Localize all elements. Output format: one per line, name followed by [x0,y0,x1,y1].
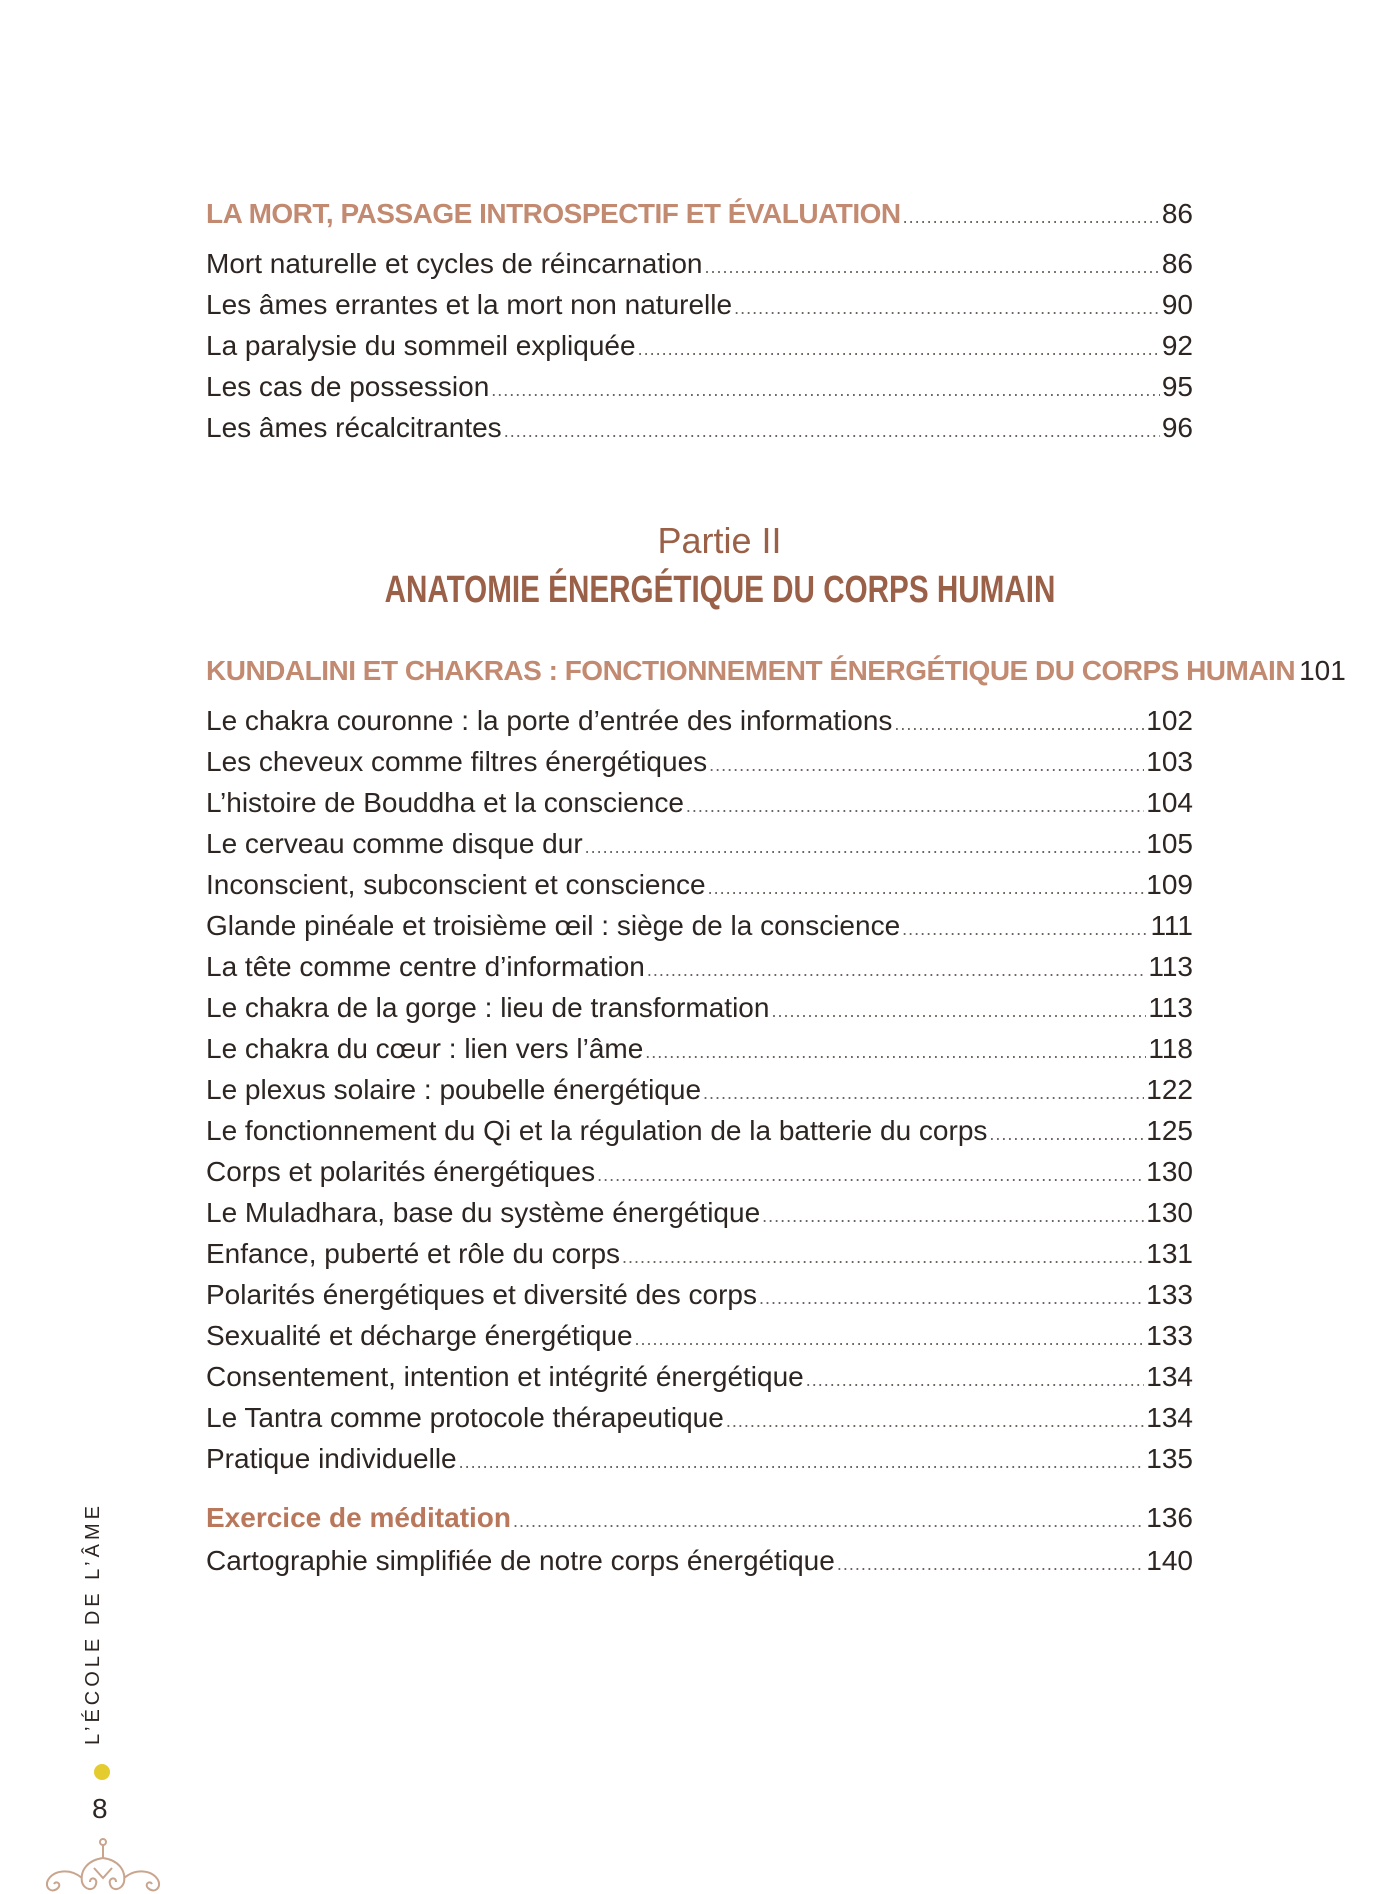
entry-title: Les cheveux comme filtres énergétiques [206,746,708,777]
dot-leader [903,207,1160,228]
toc-entry[interactable] [206,910,1193,951]
page-ref: 92 [1161,330,1193,361]
page-ref: 111 [1150,910,1193,941]
entry-title: Le chakra du cœur : lien vers l’âme [206,1033,644,1064]
toc-entry[interactable] [206,787,1193,828]
dot-leader [504,421,1160,442]
entry-title: Le chakra de la gorge : lieu de transformation [206,992,770,1023]
toc-entry[interactable] [206,746,1193,787]
entry-title: Les âmes récalcitrantes [206,412,502,443]
entry-title: La tête comme centre d’information [206,951,645,982]
entry-title: Les cas de possession [206,371,490,402]
table-of-contents [206,198,1346,1586]
page-ref: 104 [1146,787,1193,818]
dot-leader [686,796,1144,817]
dot-leader [635,1329,1145,1350]
dot-leader [459,1452,1145,1473]
entry-title: Le cerveau comme disque dur [206,828,583,859]
toc-entry[interactable] [206,869,1193,910]
dot-leader [703,1083,1144,1104]
toc-entry[interactable] [206,1197,1193,1238]
page-ref: 135 [1146,1443,1193,1474]
toc-entry[interactable] [206,705,1193,746]
entry-title: Le fonctionnement du Qi et la régulation de la batterie du corps [206,1115,988,1146]
toc-entry[interactable] [206,1279,1193,1320]
entry-title: La paralysie du sommeil expliquée [206,330,636,361]
part-title: ANATOMIE ÉNERGÉTIQUE DU CORPS HUMAIN [384,569,1055,611]
dot-leader [894,714,1144,735]
entry-title: Le chakra couronne : la porte d’entrée des informations [206,705,893,736]
toc-entry[interactable] [206,1238,1193,1279]
dot-leader [989,1124,1144,1145]
page-ref: 122 [1146,1074,1193,1105]
page-ref: 102 [1146,705,1193,736]
entry-title: Les âmes errantes et la mort non naturelle [206,289,733,320]
page-ref: 113 [1148,951,1193,982]
dot-leader [771,1001,1146,1022]
page-ref: 109 [1146,869,1193,900]
page-ref: 134 [1146,1361,1193,1392]
entry-title: Inconscient, subconscient et conscience [206,869,706,900]
toc-entry[interactable] [206,828,1193,869]
dot-leader [645,1042,1146,1063]
part-label: Partie II [657,520,782,561]
toc-entry[interactable] [206,951,1193,992]
dot-leader [597,1165,1144,1186]
toc-entry[interactable] [206,1156,1193,1197]
page-ref: 105 [1146,828,1193,859]
dot-leader [837,1554,1144,1575]
entry-title: Le Tantra comme protocole thérapeutique [206,1402,724,1433]
toc-entry[interactable] [206,1402,1193,1443]
entry-title: Consentement, intention et intégrité énergétique [206,1361,804,1392]
dot-leader [759,1288,1144,1309]
page-ref: 131 [1146,1238,1193,1269]
page-number: 8 [92,1793,108,1824]
page-ref: 95 [1161,371,1193,402]
dot-leader [638,339,1160,360]
dot-leader [513,1511,1144,1532]
page-ref: 103 [1146,746,1193,777]
page-ref: 113 [1148,992,1193,1023]
page-ref: 118 [1148,1033,1193,1064]
toc-entry[interactable] [206,1320,1193,1361]
exercise-title: Exercice de méditation [206,1502,512,1533]
toc-entry[interactable] [206,992,1193,1033]
toc-entry[interactable] [206,412,1193,453]
toc-entry[interactable] [206,1033,1193,1074]
entry-title: Le Muladhara, base du système énergétique [206,1197,761,1228]
entry-title: Mort naturelle et cycles de réincarnation [206,248,703,279]
page-ref: 130 [1146,1156,1193,1187]
entry-title: Pratique individuelle [206,1443,457,1474]
toc-exercise-row[interactable] [206,1502,1193,1543]
dot-leader [704,257,1159,278]
entry-title: Corps et polarités énergétiques [206,1156,596,1187]
ornament-icon [38,1838,168,1894]
dot-leader [708,878,1145,899]
page-ref: 133 [1146,1279,1193,1310]
page-ref: 90 [1161,289,1193,320]
page-ref: 125 [1146,1115,1193,1146]
dot-leader [734,298,1160,319]
page-ref: 101 [1299,655,1346,686]
toc-entry[interactable] [206,1443,1193,1484]
toc-entry[interactable] [206,1361,1193,1402]
bullet-dot [94,1764,110,1780]
toc-entry[interactable] [206,1115,1193,1156]
entry-title: Enfance, puberté et rôle du corps [206,1238,621,1269]
entry-title: Glande pinéale et troisième œil : siège de la conscience [206,910,901,941]
chapter-title: LA MORT, PASSAGE INTROSPECTIF ET ÉVALUATION [206,198,901,229]
dot-leader [585,837,1145,858]
part-heading [206,517,1193,615]
toc-entry[interactable] [206,371,1193,412]
dot-leader [726,1411,1144,1432]
toc-entry[interactable] [206,248,1193,289]
page-ref: 86 [1161,198,1193,229]
toc-chapter-row[interactable] [206,198,1193,248]
entry-title: L’histoire de Bouddha et la conscience [206,787,684,818]
chapter-title: KUNDALINI ET CHAKRAS : FONCTIONNEMENT ÉNERGÉTIQUE DU CORPS HUMAIN [206,655,1296,686]
dot-leader [709,755,1144,776]
dot-leader [622,1247,1144,1268]
dot-leader [491,380,1160,401]
page-ref: 96 [1161,412,1193,443]
dot-leader [647,960,1146,981]
page-ref: 130 [1146,1197,1193,1228]
entry-title: Le plexus solaire : poubelle énergétique [206,1074,702,1105]
page-ref: 134 [1146,1402,1193,1433]
page-ref: 133 [1146,1320,1193,1351]
toc-entry[interactable] [206,1074,1193,1115]
toc-entry[interactable] [206,330,1193,371]
dot-leader [902,919,1148,940]
entry-title: Sexualité et décharge énergétique [206,1320,633,1351]
page-ref: 140 [1146,1545,1193,1576]
dot-leader [762,1206,1144,1227]
toc-entry[interactable] [206,289,1193,330]
toc-chapter-row[interactable] [206,655,1346,705]
dot-leader [806,1370,1145,1391]
toc-entry[interactable] [206,1545,1193,1586]
entry-title: Cartographie simplifiée de notre corps énergétique [206,1545,835,1576]
page-ref: 86 [1161,248,1193,279]
page-ref: 136 [1146,1502,1193,1533]
entry-title: Polarités énergétiques et diversité des corps [206,1279,757,1310]
book-title-vertical: L’ÉCOLE DE L’ÂME [82,1502,104,1745]
